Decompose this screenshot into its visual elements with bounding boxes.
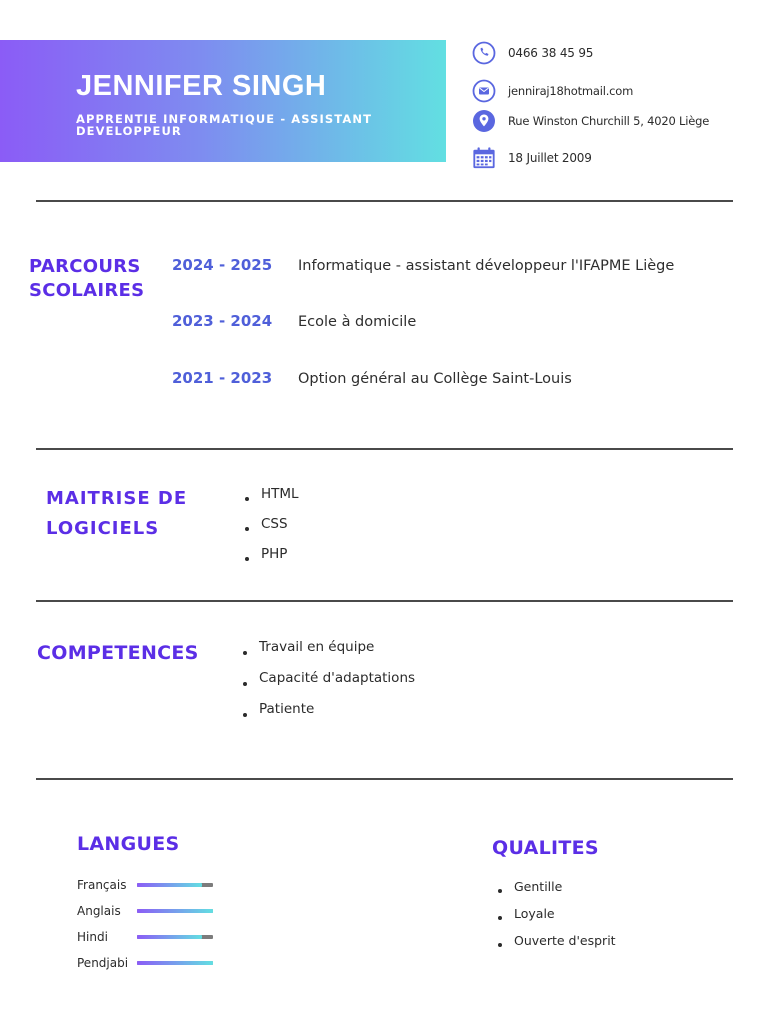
language-level-bar: [137, 935, 213, 939]
phone-text: 0466 38 45 95: [508, 46, 594, 60]
location-pin-icon: [472, 109, 496, 133]
address-text: Rue Winston Churchill 5, 4020 Liège: [508, 114, 710, 128]
language-level-bar: [137, 883, 213, 887]
language-name: Hindi: [77, 930, 108, 944]
languages-list: [77, 872, 213, 976]
language-item: [77, 872, 213, 898]
divider: [36, 778, 733, 780]
contact-phone: [472, 41, 593, 65]
education-years: 2023 - 2024: [172, 312, 273, 330]
language-name: Pendjabi: [77, 956, 129, 970]
education-years: 2021 - 2023: [172, 369, 273, 387]
divider: [36, 600, 733, 602]
quality-item: Gentille: [496, 877, 616, 904]
phone-icon: [472, 41, 496, 65]
mail-icon: [472, 79, 496, 103]
education-item: [172, 256, 674, 274]
contact-birthdate: [472, 146, 592, 170]
education-text: Ecole à domicile: [298, 314, 417, 330]
calendar-icon: [472, 146, 496, 170]
skill-item: Capacité d'adaptations: [241, 668, 415, 699]
language-item: [77, 924, 213, 950]
email-text: jenniraj18hotmail.com: [508, 84, 634, 98]
language-name: Anglais: [77, 904, 121, 918]
divider: [36, 448, 733, 450]
education-item: [172, 312, 416, 330]
software-item: HTML: [243, 484, 299, 514]
education-item: [172, 369, 572, 387]
language-level-fill: [137, 961, 213, 965]
quality-item: Loyale: [496, 904, 616, 931]
language-name: Français: [77, 878, 127, 892]
qualities-list: [496, 877, 616, 958]
quality-item: Ouverte d'esprit: [496, 931, 616, 958]
language-item: [77, 898, 213, 924]
software-list: [243, 484, 299, 574]
software-title: MAITRISE DE LOGICIELS: [46, 488, 188, 539]
software-item: PHP: [243, 544, 299, 574]
divider: [36, 200, 733, 202]
skill-item: Travail en équipe: [241, 637, 415, 668]
contact-email: [472, 79, 633, 103]
languages-title: LANGUES: [77, 833, 180, 855]
skill-item: Patiente: [241, 699, 415, 730]
qualities-title: QUALITES: [492, 837, 599, 859]
language-level-fill: [137, 935, 202, 939]
skills-title: COMPETENCES: [37, 642, 199, 664]
skills-list: [241, 637, 415, 730]
language-level-bar: [137, 909, 213, 913]
education-text: Option général au Collège Saint-Louis: [298, 371, 572, 387]
software-item: CSS: [243, 514, 299, 544]
contact-address: [472, 109, 709, 133]
education-text: Informatique - assistant développeur l'IFAPME Liège: [298, 258, 675, 274]
language-level-bar: [137, 961, 213, 965]
language-level-fill: [137, 909, 213, 913]
birthdate-text: 18 Juillet 2009: [508, 151, 592, 165]
language-item: [77, 950, 213, 976]
language-level-fill: [137, 883, 202, 887]
job-title: APPRENTIE INFORMATIQUE - ASSISTANT DEVELOPPEUR: [76, 112, 373, 138]
header-banner: [0, 40, 446, 162]
education-title: PARCOURS SCOLAIRES: [29, 256, 145, 301]
education-years: 2024 - 2025: [172, 256, 273, 274]
person-name: JENNIFER SINGH: [76, 70, 327, 102]
